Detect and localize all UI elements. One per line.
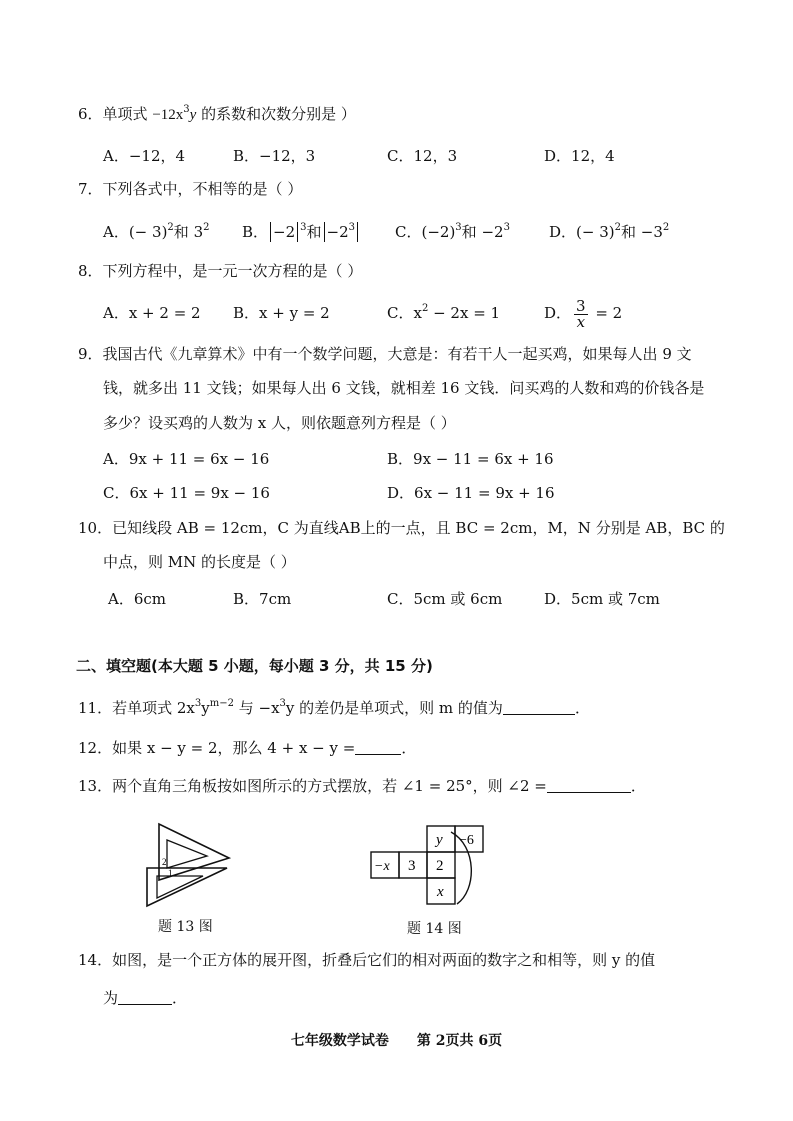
stem-text: ． [574, 699, 590, 717]
q10-option-c: C．5cm 或 6cm [387, 590, 503, 608]
answer-blank[interactable] [355, 740, 401, 755]
exponent: 2 [167, 222, 174, 233]
fraction-numerator: 3 [576, 296, 586, 315]
math-expr: −12x [152, 107, 184, 123]
q9-option-a: A．9x + 11 = 6x − 16 [103, 450, 270, 468]
exponent: 3 [183, 104, 190, 115]
figure-13-caption: 题 13 图 [158, 919, 213, 935]
question-9-line2: 钱，就多出 11 文钱；如果每人出 6 文钱，就相差 16 文钱．问买鸡的人数和鸡的价钱各是 [103, 379, 705, 397]
question-number: 6． [78, 105, 103, 123]
figure-14-caption: 题 14 图 [407, 921, 462, 937]
option-text: A．(− 3) [103, 223, 168, 241]
q6-option-b: B．−12，3 [233, 147, 316, 165]
exponent: 3 [194, 698, 202, 709]
cell-y: y [436, 832, 443, 848]
question-6-stem [78, 104, 356, 125]
question-12 [78, 738, 416, 758]
figure-13-diagram [135, 818, 245, 908]
question-number: 7． [78, 180, 103, 198]
option-text: D．(− 3) [549, 223, 615, 241]
stem-text: y 的差仍是单项式，则 m 的值为 [285, 699, 503, 717]
figure-14-cube-net [365, 820, 505, 915]
q7-option-b [242, 222, 360, 242]
page-footer [0, 1030, 793, 1050]
exponent: 2 [203, 222, 210, 233]
question-number: 11． [78, 699, 113, 717]
option-text: 和 3 [173, 223, 204, 241]
triangle-lower-inner [157, 876, 203, 898]
option-text: − 2x = 1 [428, 304, 501, 322]
option-text: 和 −3 [621, 223, 663, 241]
exponent: m−2 [209, 698, 234, 709]
question-7-stem [78, 179, 302, 199]
q6-option-a: A．−12，4 [103, 147, 186, 165]
exponent: 2 [614, 222, 621, 233]
q8-option-b: B．x + y = 2 [233, 304, 330, 322]
option-text: −2 [326, 223, 349, 241]
stem-text: y [201, 699, 210, 717]
stem-text: 12．如果 x − y = 2，那么 4 + x − y = [78, 739, 356, 757]
question-8-stem [78, 261, 362, 281]
cell-3: 3 [408, 858, 416, 874]
question-14-line1: 14．如图，是一个正方体的展开图，折叠后它们的相对两面的数字之和相等，则 y 的值 [78, 951, 656, 969]
stem-text: 13．两个直角三角板按如图所示的方式摆放，若 ∠1 = 25°，则 ∠2 = [78, 777, 547, 795]
option-text: 和 [306, 223, 322, 241]
page-number: 第 2页共 6页 [416, 1033, 503, 1049]
q9-option-c: C．6x + 11 = 9x − 16 [103, 484, 270, 502]
exponent: 3 [348, 222, 356, 233]
question-11 [78, 698, 590, 718]
stem-text: 单项式 [102, 105, 153, 123]
option-text: = 2 [590, 304, 623, 322]
q10-option-a: A．6cm [108, 590, 167, 608]
stem-text: ． [401, 739, 417, 757]
exponent: 2 [662, 222, 670, 233]
exponent: 2 [421, 303, 429, 314]
exponent: 3 [300, 222, 307, 233]
q7-option-c [395, 222, 510, 242]
abs-bar [297, 222, 298, 242]
fraction [574, 296, 588, 331]
option-text: D． [544, 304, 572, 322]
q6-option-d: D．12，4 [544, 147, 615, 165]
exponent: 3 [503, 222, 510, 233]
cell-2: 2 [436, 858, 444, 874]
stem-text: ． [172, 989, 188, 1007]
question-14-line2 [103, 988, 187, 1008]
q10-option-b: B．7cm [233, 590, 292, 608]
answer-blank[interactable] [118, 990, 172, 1005]
option-text: B． [242, 223, 269, 241]
option-text: −2 [273, 223, 296, 241]
cell-x: x [437, 884, 444, 900]
q9-option-b: B．9x − 11 = 6x + 16 [387, 450, 554, 468]
question-9-line3: 多少？设买鸡的人数为 x 人，则依题意列方程是（ ） [103, 414, 456, 432]
exponent: 3 [279, 698, 286, 709]
abs-bar [324, 222, 325, 242]
cell-neg6: −6 [459, 833, 474, 848]
angle-1-label: 1 [168, 868, 173, 878]
question-9-line1: 9．我国古代《九章算术》中有一个数学问题，大意是：有若干人一起买鸡，如果每人出 9 文 [78, 345, 692, 363]
stem-text: 为 [103, 989, 119, 1007]
stem-text: ． [630, 777, 646, 795]
question-10-line1: 10．已知线段 AB = 12cm，C 为直线AB上的一点，且 BC = 2cm，M，N 分别是 AB，BC 的 [78, 519, 725, 537]
answer-blank[interactable] [547, 778, 631, 793]
abs-bar [357, 222, 358, 242]
stem-text: 若单项式 2x [112, 699, 195, 717]
q7-option-d [549, 222, 669, 242]
q6-option-c: C．12，3 [387, 147, 458, 165]
angle-2-label: 2 [162, 857, 167, 867]
math-var: y [189, 107, 197, 123]
option-text: C．x [387, 304, 422, 322]
stem-text: 下列各式中，不相等的是（ ） [102, 180, 303, 198]
q8-option-c [387, 303, 500, 323]
cell-negx: −x [374, 859, 390, 874]
stem-text: 与 −x [233, 699, 280, 717]
abs-bar [270, 222, 271, 242]
exam-title: 七年级数学试卷 [290, 1033, 389, 1049]
q10-option-d: D．5cm 或 7cm [544, 590, 660, 608]
question-10-line2: 中点，则 MN 的长度是（ ） [103, 553, 296, 571]
answer-blank[interactable] [503, 700, 575, 715]
question-number: 8． [78, 262, 103, 280]
exponent: 3 [455, 222, 462, 233]
section-heading: 二、填空题(本大题 5 小题，每小题 3 分，共 15 分) [76, 657, 433, 675]
q9-option-d: D．6x − 11 = 9x + 16 [387, 484, 555, 502]
q8-option-d [544, 298, 622, 330]
stem-text: 的系数和次数分别是 ） [196, 105, 356, 123]
q7-option-a [103, 222, 209, 242]
question-13 [78, 776, 646, 796]
option-text: 和 −2 [461, 223, 504, 241]
option-text: C．(−2) [395, 223, 456, 241]
q8-option-a: A．x + 2 = 2 [103, 304, 201, 322]
stem-text: 下列方程中，是一元一次方程的是（ ） [102, 262, 363, 280]
fraction-denominator: x [576, 312, 586, 331]
